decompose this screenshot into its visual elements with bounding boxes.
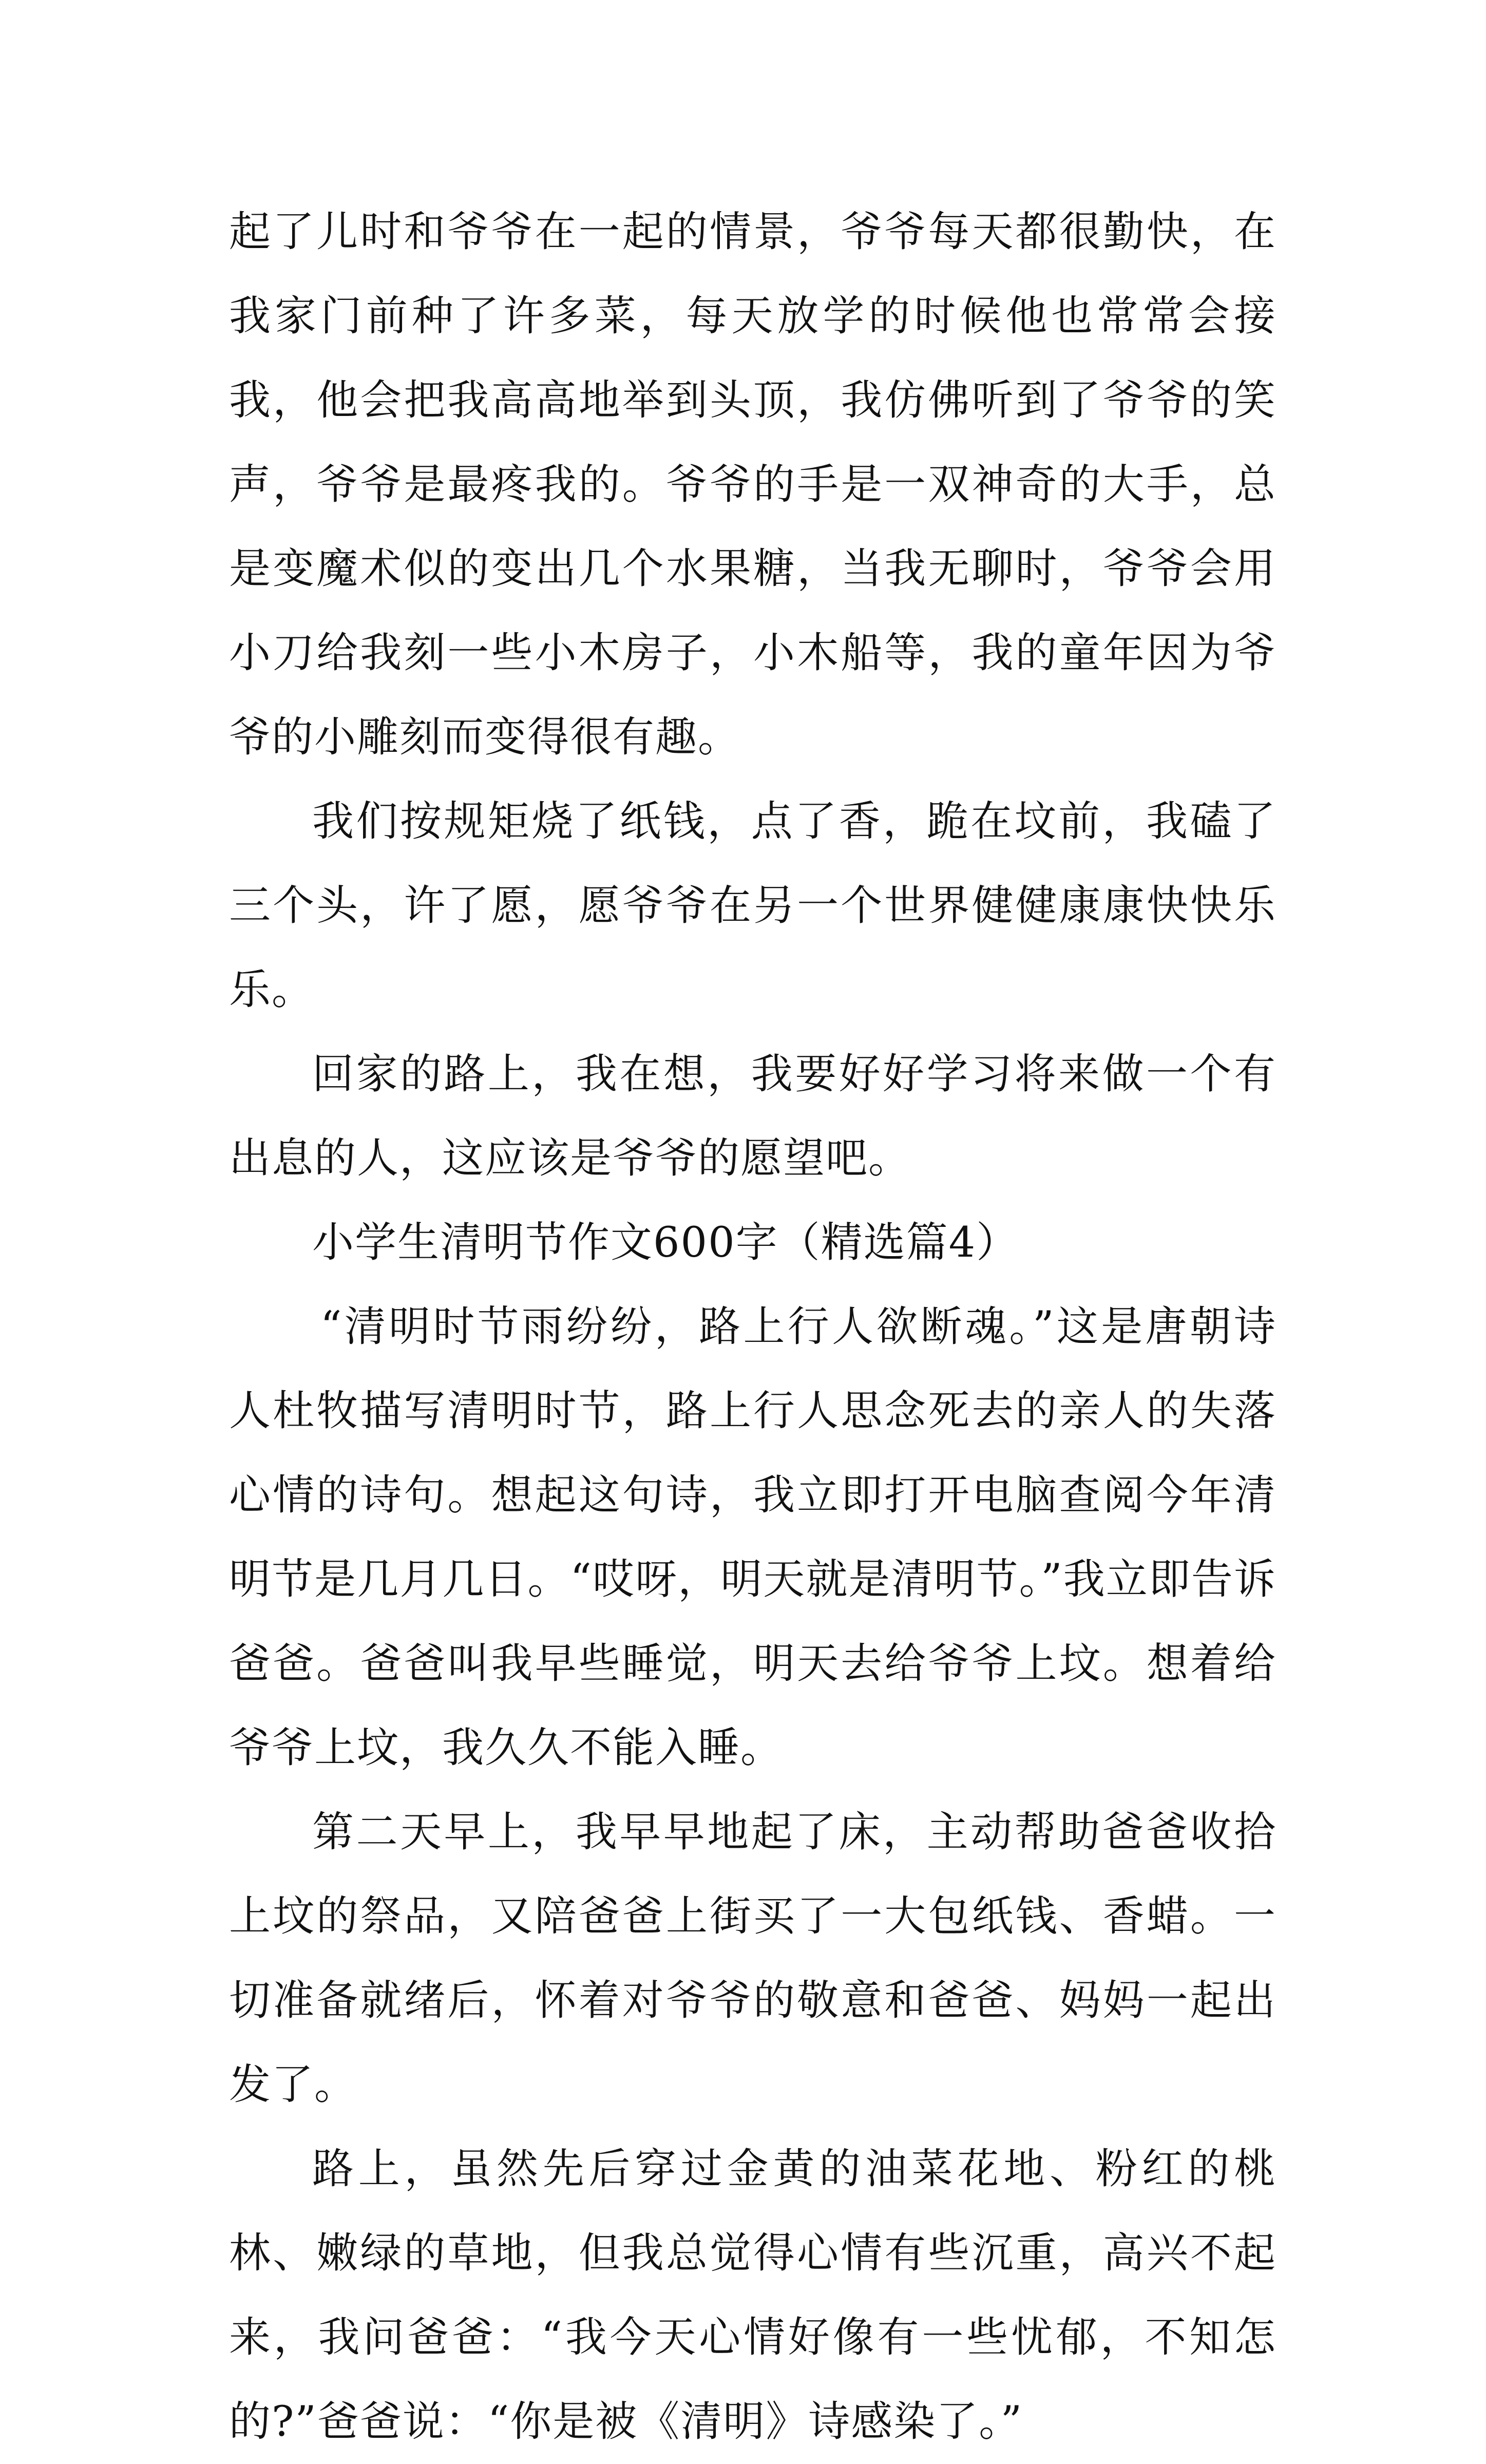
section-title: 小学生清明节作文600字（精选篇4） [312, 1219, 1019, 1267]
paragraph-on-the-road: 路上，虽然先后穿过金黄的油菜花地、粉红的桃林、嫩绿的草地，但我总觉得心情有些沉重，高兴不起来，我问爸爸：“我今天心情好像有一些忧郁，不知怎的?”爸爸说：“你是被《清明》诗感染了。” [229, 2145, 1277, 2446]
document-body [229, 190, 1277, 2464]
paragraph-way-home: 回家的路上，我在想，我要好好学习将来做一个有出息的人，这应该是爷爷的愿望吧。 [229, 1050, 1277, 1183]
paragraph-grave-visit: 我们按规矩烧了纸钱，点了香，跪在坟前，我磕了三个头，许了愿，愿爷爷在另一个世界健健康康快快乐乐。 [229, 798, 1277, 1014]
paragraph-poem-intro: “清明时节雨纷纷，路上行人欲断魂。”这是唐朝诗人杜牧描写清明时节，路上行人思念死去的亲人的失落心情的诗句。想起这句诗，我立即打开电脑查阅今年清明节是几月几日。“哎呀，明天就是清明节。”我立即告诉爸爸。爸爸叫我早些睡觉，明天去给爷爷上坟。想着给爷爷上坟，我久久不能入睡。 [229, 1303, 1277, 1772]
paragraph-next-morning: 第二天早上，我早早地起了床，主动帮助爸爸收拾上坟的祭品，又陪爸爸上街买了一大包纸钱、香蜡。一切准备就绪后，怀着对爷爷的敬意和爸爸、妈妈一起出发了。 [229, 1808, 1277, 2109]
paragraph-childhood-memory: 起了儿时和爷爷在一起的情景，爷爷每天都很勤快，在我家门前种了许多菜，每天放学的时候他也常常会接我，他会把我高高地举到头顶，我仿佛听到了爷爷的笑声，爷爷是最疼我的。爷爷的手是一双神奇的大手，总是变魔术似的变出几个水果糖，当我无聊时，爷爷会用小刀给我刻一些小木房子，小木船等，我的童年因为爷爷的小雕刻而变得很有趣。 [229, 208, 1277, 762]
